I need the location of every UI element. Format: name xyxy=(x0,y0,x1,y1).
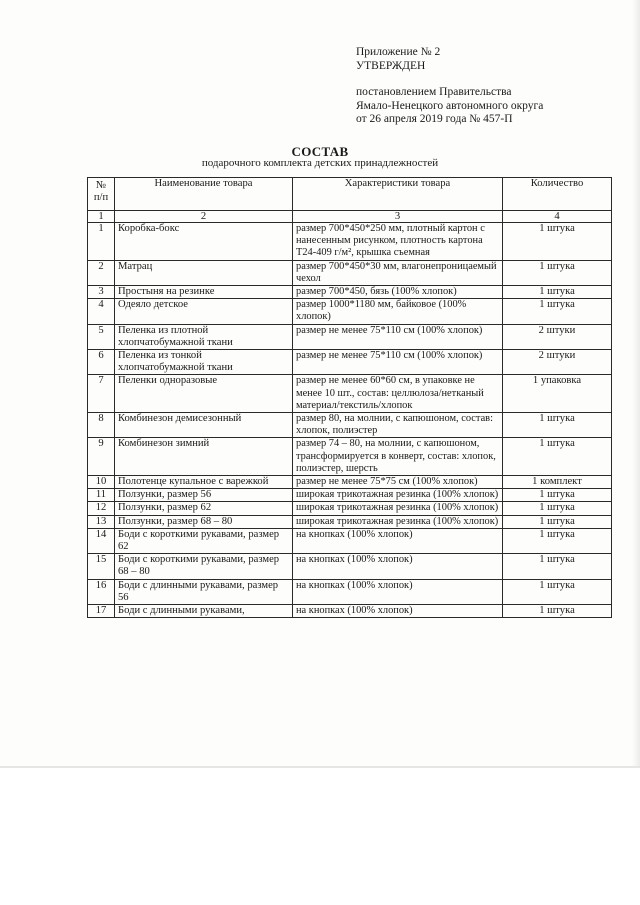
item-quantity: 2 штуки xyxy=(503,350,612,375)
item-characteristics: на кнопках (100% хлопок) xyxy=(293,554,503,579)
item-characteristics: размер 1000*1180 мм, байковое (100% хлопок) xyxy=(293,299,503,324)
header-name: Наименование товара xyxy=(115,178,293,211)
item-quantity: 1 штука xyxy=(503,413,612,438)
row-number: 7 xyxy=(88,375,115,413)
scan-bottom-edge xyxy=(0,766,640,768)
row-number: 9 xyxy=(88,438,115,476)
table-row xyxy=(88,605,612,618)
document-subtitle: подарочного комплекта детских принадлежностей xyxy=(201,157,439,169)
item-name: Одеяло детское xyxy=(115,299,293,324)
item-characteristics: размер 700*450*250 мм, плотный картон с нанесенным рисунком, плотность картона Т24-409 г/м², крышка съемная xyxy=(293,223,503,261)
item-name: Матрац xyxy=(115,260,293,285)
column-index-row xyxy=(88,211,612,223)
item-name: Ползунки, размер 62 xyxy=(115,502,293,515)
column-index: 1 xyxy=(88,211,115,223)
table-row xyxy=(88,579,612,604)
item-characteristics: широкая трикотажная резинка (100% хлопок) xyxy=(293,502,503,515)
row-number: 14 xyxy=(88,528,115,553)
item-quantity: 1 штука xyxy=(503,223,612,261)
item-name: Комбинезон зимний xyxy=(115,438,293,476)
column-index: 4 xyxy=(503,211,612,223)
table-row xyxy=(88,413,612,438)
item-name: Простыня на резинке xyxy=(115,286,293,299)
item-quantity: 1 штука xyxy=(503,286,612,299)
item-quantity: 1 штука xyxy=(503,299,612,324)
table-row xyxy=(88,286,612,299)
item-characteristics: широкая трикотажная резинка (100% хлопок) xyxy=(293,515,503,528)
header-quantity: Количество xyxy=(503,178,612,211)
item-characteristics: размер не менее 75*110 см (100% хлопок) xyxy=(293,350,503,375)
row-number: 16 xyxy=(88,579,115,604)
item-name: Боди с длинными рукавами, xyxy=(115,605,293,618)
item-name: Пеленка из плотной хлопчатобумажной ткани xyxy=(115,324,293,349)
row-number: 17 xyxy=(88,605,115,618)
table-row xyxy=(88,375,612,413)
resolution-line: постановлением Правительства xyxy=(356,86,512,98)
column-index: 2 xyxy=(115,211,293,223)
item-characteristics: на кнопках (100% хлопок) xyxy=(293,528,503,553)
item-quantity: 1 упаковка xyxy=(503,375,612,413)
document-title: СОСТАВ xyxy=(291,144,349,159)
header-number: № п/п xyxy=(88,178,115,211)
item-characteristics: размер не менее 60*60 см, в упаковке не менее 10 шт., состав: целлюлоза/нетканый материал/текстиль/хлопок xyxy=(293,375,503,413)
approval-block xyxy=(356,46,543,127)
item-quantity: 1 штука xyxy=(503,528,612,553)
item-name: Боди с длинными рукавами, размер 56 xyxy=(115,579,293,604)
row-number: 10 xyxy=(88,476,115,489)
item-characteristics: размер не менее 75*110 см (100% хлопок) xyxy=(293,324,503,349)
table-row xyxy=(88,502,612,515)
table-row xyxy=(88,324,612,349)
row-number: 4 xyxy=(88,299,115,324)
region-line: Ямало-Ненецкого автономного округа xyxy=(356,99,544,112)
header-characteristics: Характеристики товара xyxy=(293,178,503,211)
scan-shadow xyxy=(632,0,640,768)
table-row xyxy=(88,476,612,489)
appendix-number: Приложение № 2 xyxy=(356,46,441,58)
item-characteristics: размер 80, на молнии, с капюшоном, состав: хлопок, полиэстер xyxy=(293,413,503,438)
row-number: 2 xyxy=(88,260,115,285)
item-quantity: 1 штука xyxy=(503,260,612,285)
table-row xyxy=(88,528,612,553)
table-row xyxy=(88,260,612,285)
item-name: Коробка-бокс xyxy=(115,223,293,261)
item-characteristics: размер не менее 75*75 см (100% хлопок) xyxy=(293,476,503,489)
item-quantity: 1 штука xyxy=(503,489,612,502)
item-characteristics: размер 700*450*30 мм, влагонепроницаемый чехол xyxy=(293,260,503,285)
row-number: 6 xyxy=(88,350,115,375)
item-quantity: 1 комплект xyxy=(503,476,612,489)
table-row xyxy=(88,350,612,375)
item-name: Пеленка из тонкой хлопчатобумажной ткани xyxy=(115,350,293,375)
row-number: 13 xyxy=(88,515,115,528)
item-characteristics: на кнопках (100% хлопок) xyxy=(293,579,503,604)
item-quantity: 1 штука xyxy=(503,502,612,515)
row-number: 1 xyxy=(88,223,115,261)
item-characteristics: на кнопках (100% хлопок) xyxy=(293,605,503,618)
item-characteristics: размер 74 – 80, на молнии, с капюшоном, трансформируется в конверт, состав: хлопок, полиэстер, шерсть xyxy=(293,438,503,476)
table-body xyxy=(88,223,612,618)
item-characteristics: размер 700*450, бязь (100% хлопок) xyxy=(293,286,503,299)
table-row xyxy=(88,489,612,502)
row-number: 12 xyxy=(88,502,115,515)
item-name: Боди с короткими рукавами, размер 68 – 80 xyxy=(115,554,293,579)
item-name: Ползунки, размер 56 xyxy=(115,489,293,502)
row-number: 5 xyxy=(88,324,115,349)
item-quantity: 2 штуки xyxy=(503,324,612,349)
item-name: Боди с короткими рукавами, размер 62 xyxy=(115,528,293,553)
row-number: 8 xyxy=(88,413,115,438)
approved-label: УТВЕРЖДЕН xyxy=(356,59,426,72)
row-number: 11 xyxy=(88,489,115,502)
item-name: Пеленки одноразовые xyxy=(115,375,293,413)
column-index: 3 xyxy=(293,211,503,223)
table-row xyxy=(88,223,612,261)
date-line: от 26 апреля 2019 года № 457-П xyxy=(356,113,513,125)
item-name: Комбинезон демисезонный xyxy=(115,413,293,438)
item-quantity: 1 штука xyxy=(503,554,612,579)
item-characteristics: широкая трикотажная резинка (100% хлопок) xyxy=(293,489,503,502)
item-quantity: 1 штука xyxy=(503,438,612,476)
table-row xyxy=(88,554,612,579)
row-number: 3 xyxy=(88,286,115,299)
table-header-row xyxy=(88,178,612,211)
row-number: 15 xyxy=(88,554,115,579)
item-name: Ползунки, размер 68 – 80 xyxy=(115,515,293,528)
contents-table xyxy=(87,177,612,618)
item-quantity: 1 штука xyxy=(503,579,612,604)
table-row xyxy=(88,515,612,528)
table-row xyxy=(88,438,612,476)
item-quantity: 1 штука xyxy=(503,605,612,618)
item-name: Полотенце купальное с варежкой xyxy=(115,476,293,489)
table-row xyxy=(88,299,612,324)
item-quantity: 1 штука xyxy=(503,515,612,528)
